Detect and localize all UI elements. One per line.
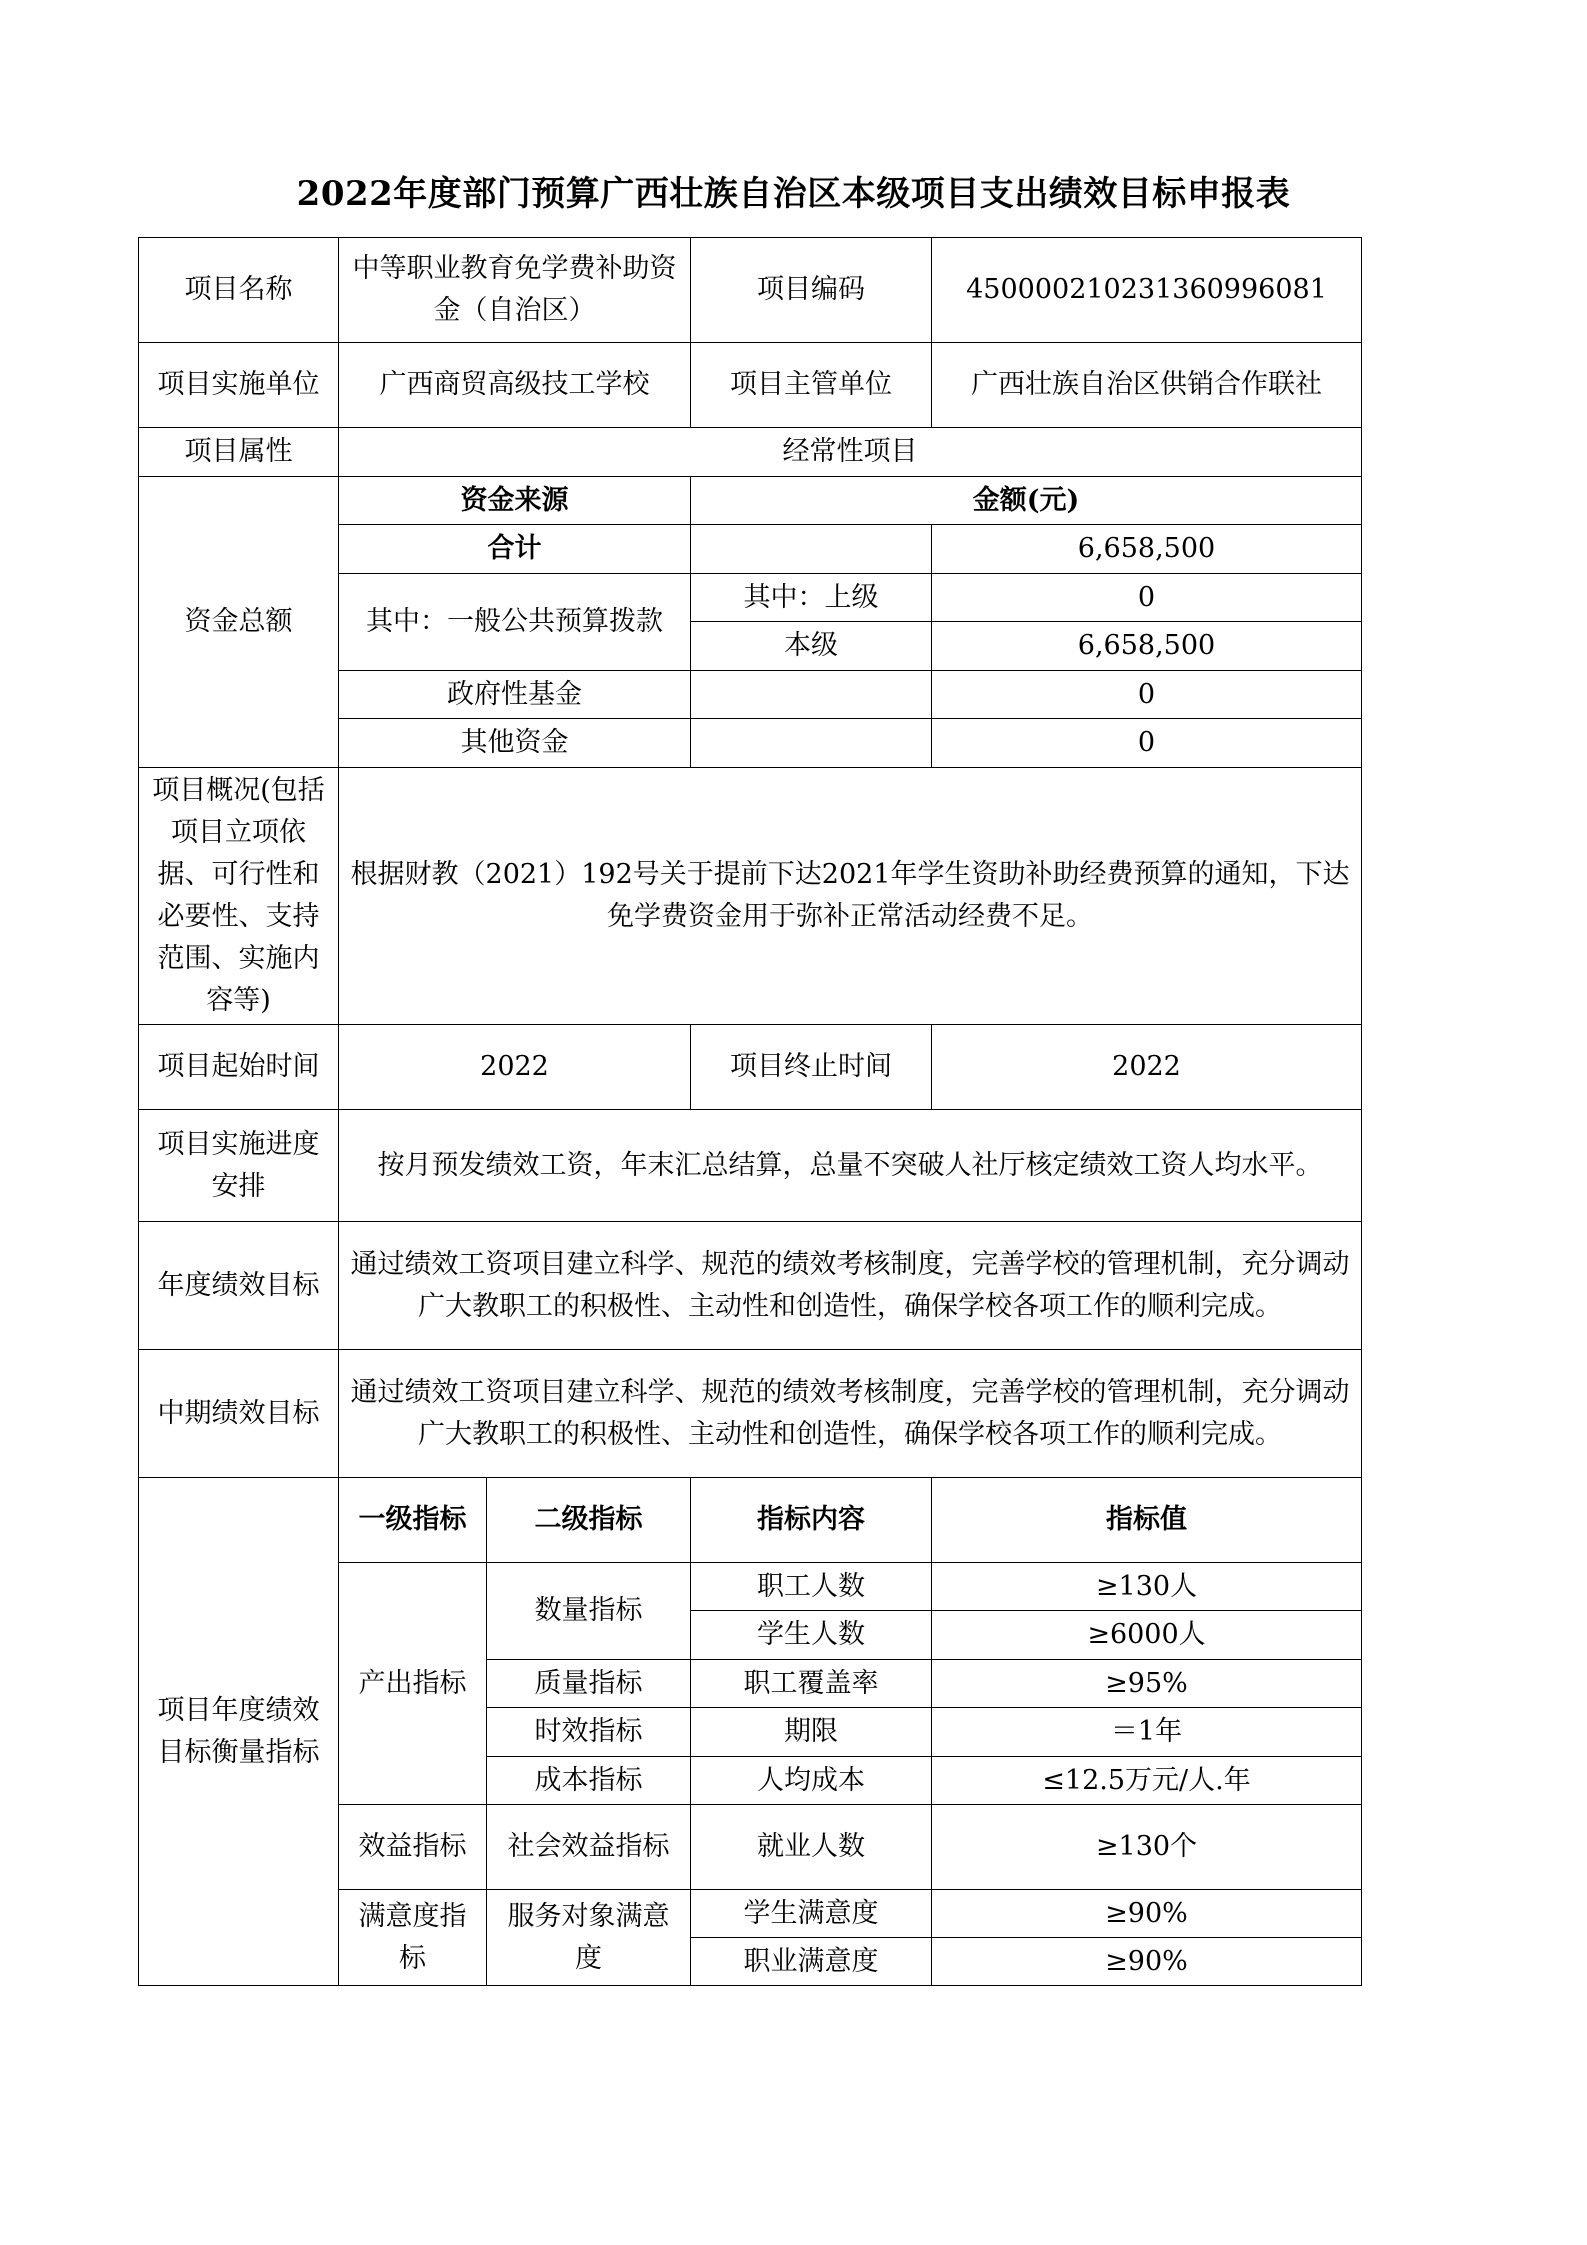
timeliness-indicator: 时效指标 — [487, 1708, 691, 1757]
funds-source-header: 资金来源 — [339, 477, 691, 525]
row-indicator-header — [139, 1478, 1362, 1563]
term-value: ＝1年 — [932, 1708, 1362, 1757]
schedule-label: 项目实施进度安排 — [139, 1110, 339, 1222]
social-indicator: 社会效益指标 — [487, 1805, 691, 1890]
row-annual-goal — [139, 1222, 1362, 1350]
row-funds-header — [139, 477, 1362, 525]
project-name-value: 中等职业教育免学费补助资金（自治区） — [339, 238, 691, 343]
end-value: 2022 — [932, 1025, 1362, 1110]
mid-goal-label: 中期绩效目标 — [139, 1350, 339, 1478]
staff-count-value: ≥130人 — [932, 1563, 1362, 1611]
start-label: 项目起始时间 — [139, 1025, 339, 1110]
benefit-indicator: 效益指标 — [339, 1805, 487, 1890]
funds-gov-blank — [691, 671, 932, 719]
row-units — [139, 343, 1362, 428]
quantity-indicator: 数量指标 — [487, 1563, 691, 1660]
funds-total-blank — [691, 525, 932, 574]
funds-local-value: 6,658,500 — [932, 622, 1362, 671]
row-project-name — [139, 238, 1362, 343]
project-code-value: 450000210231360996081 — [932, 238, 1362, 343]
project-code-label: 项目编码 — [691, 238, 932, 343]
row-mid-goal — [139, 1350, 1362, 1478]
impl-unit-value: 广西商贸高级技工学校 — [339, 343, 691, 428]
cost-indicator: 成本指标 — [487, 1757, 691, 1805]
quality-indicator: 质量指标 — [487, 1660, 691, 1708]
attr-label: 项目属性 — [139, 428, 339, 477]
project-name-label: 项目名称 — [139, 238, 339, 343]
service-indicator: 服务对象满意度 — [487, 1890, 691, 1986]
funds-other-value: 0 — [932, 719, 1362, 768]
student-sat-label: 学生满意度 — [691, 1890, 932, 1938]
row-overview — [139, 768, 1362, 1025]
term-label: 期限 — [691, 1708, 932, 1757]
start-value: 2022 — [339, 1025, 691, 1110]
page-title: 2022年度部门预算广西壮族自治区本级项目支出绩效目标申报表 — [296, 174, 1291, 214]
funds-other-label: 其他资金 — [339, 719, 691, 768]
row-schedule — [139, 1110, 1362, 1222]
coverage-label: 职工覆盖率 — [691, 1660, 932, 1708]
student-count-label: 学生人数 — [691, 1611, 932, 1660]
end-label: 项目终止时间 — [691, 1025, 932, 1110]
coverage-value: ≥95% — [932, 1660, 1362, 1708]
annual-goal-label: 年度绩效目标 — [139, 1222, 339, 1350]
mgr-unit-label: 项目主管单位 — [691, 343, 932, 428]
employment-value: ≥130个 — [932, 1805, 1362, 1890]
job-sat-value: ≥90% — [932, 1938, 1362, 1986]
funds-amount-header: 金额(元) — [691, 477, 1362, 525]
overview-text: 根据财教（2021）192号关于提前下达2021年学生资助补助经费预算的通知，下达免学费资金用于弥补正常活动经费不足。 — [339, 768, 1362, 1025]
funds-other-blank — [691, 719, 932, 768]
attr-value: 经常性项目 — [339, 428, 1362, 477]
funds-general-label: 其中：一般公共预算拨款 — [339, 574, 691, 671]
job-sat-label: 职业满意度 — [691, 1938, 932, 1986]
header-value: 指标值 — [932, 1478, 1362, 1563]
annual-goal-text: 通过绩效工资项目建立科学、规范的绩效考核制度，完善学校的管理机制，充分调动广大教职工的积极性、主动性和创造性，确保学校各项工作的顺利完成。 — [339, 1222, 1362, 1350]
header-level1: 一级指标 — [339, 1478, 487, 1563]
output-indicator: 产出指标 — [339, 1563, 487, 1805]
funds-gov-value: 0 — [932, 671, 1362, 719]
per-cost-value: ≤12.5万元/人.年 — [932, 1757, 1362, 1805]
impl-unit-label: 项目实施单位 — [139, 343, 339, 428]
schedule-text: 按月预发绩效工资，年末汇总结算，总量不突破人社厅核定绩效工资人均水平。 — [339, 1110, 1362, 1222]
funds-label: 资金总额 — [139, 477, 339, 768]
per-cost-label: 人均成本 — [691, 1757, 932, 1805]
funds-gov-label: 政府性基金 — [339, 671, 691, 719]
staff-count-label: 职工人数 — [691, 1563, 932, 1611]
header-content: 指标内容 — [691, 1478, 932, 1563]
funds-total-label: 合计 — [339, 525, 691, 574]
header-level2: 二级指标 — [487, 1478, 691, 1563]
row-period — [139, 1025, 1362, 1110]
funds-total-value: 6,658,500 — [932, 525, 1362, 574]
funds-local-label: 本级 — [691, 622, 932, 671]
budget-table — [138, 237, 1362, 1986]
mgr-unit-value: 广西壮族自治区供销合作联社 — [932, 343, 1362, 428]
row-attr — [139, 428, 1362, 477]
student-sat-value: ≥90% — [932, 1890, 1362, 1938]
employment-label: 就业人数 — [691, 1805, 932, 1890]
satisfaction-indicator: 满意度指标 — [339, 1890, 487, 1986]
funds-upper-label: 其中：上级 — [691, 574, 932, 622]
mid-goal-text: 通过绩效工资项目建立科学、规范的绩效考核制度，完善学校的管理机制，充分调动广大教职工的积极性、主动性和创造性，确保学校各项工作的顺利完成。 — [339, 1350, 1362, 1478]
student-count-value: ≥6000人 — [932, 1611, 1362, 1660]
overview-label: 项目概况(包括项目立项依据、可行性和必要性、支持范围、实施内容等) — [139, 768, 339, 1025]
funds-upper-value: 0 — [932, 574, 1362, 622]
indicators-label: 项目年度绩效目标衡量指标 — [139, 1478, 339, 1986]
